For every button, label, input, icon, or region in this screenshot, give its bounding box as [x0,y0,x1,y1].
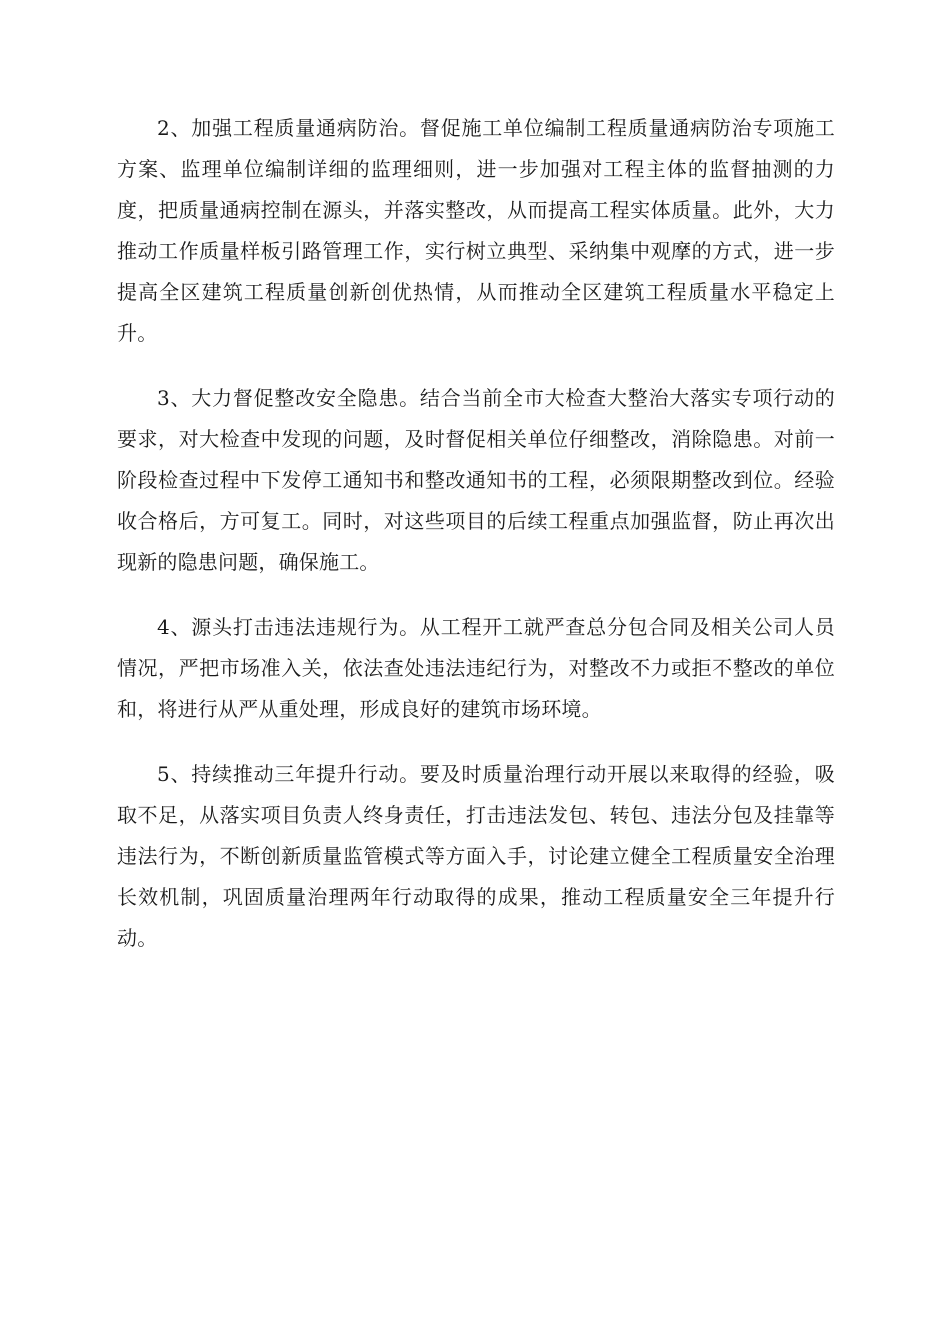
paragraph-item-2: 2、加强工程质量通病防治。督促施工单位编制工程质量通病防治专项施工方案、监理单位编制详细的监理细则，进一步加强对工程主体的监督抽测的力度，把质量通病控制在源头，并落实整改，从而提高工程实体质量。此外，大力推动工作质量样板引路管理工作，实行树立典型、采纳集中观摩的方式，进一步提高全区建筑工程质量创新创优热情，从而推动全区建筑工程质量水平稳定上升。 [117,116,835,345]
paragraph-item-4: 4、源头打击违法违规行为。从工程开工就严查总分包合同及相关公司人员情况，严把市场准入关，依法查处违法违纪行为，对整改不力或拒不整改的单位和，将进行从严从重处理，形成良好的建筑市场环境。 [117,615,835,721]
paragraph-item-5: 5、持续推动三年提升行动。要及时质量治理行动开展以来取得的经验，吸取不足，从落实项目负责人终身责任，打击违法发包、转包、违法分包及挂靠等违法行为，不断创新质量监管模式等方面入手，讨论建立健全工程质量安全治理长效机制，巩固质量治理两年行动取得的成果，推动工程质量安全三年提升行动。 [117,762,835,950]
document-body [117,108,835,983]
paragraph-item-3: 3、大力督促整改安全隐患。结合当前全市大检查大整治大落实专项行动的要求，对大检查中发现的问题，及时督促相关单位仔细整改，消除隐患。对前一阶段检查过程中下发停工通知书和整改通知书的工程，必须限期整改到位。经验收合格后，方可复工。同时，对这些项目的后续工程重点加强监督，防止再次出现新的隐患问题，确保施工。 [117,386,835,574]
